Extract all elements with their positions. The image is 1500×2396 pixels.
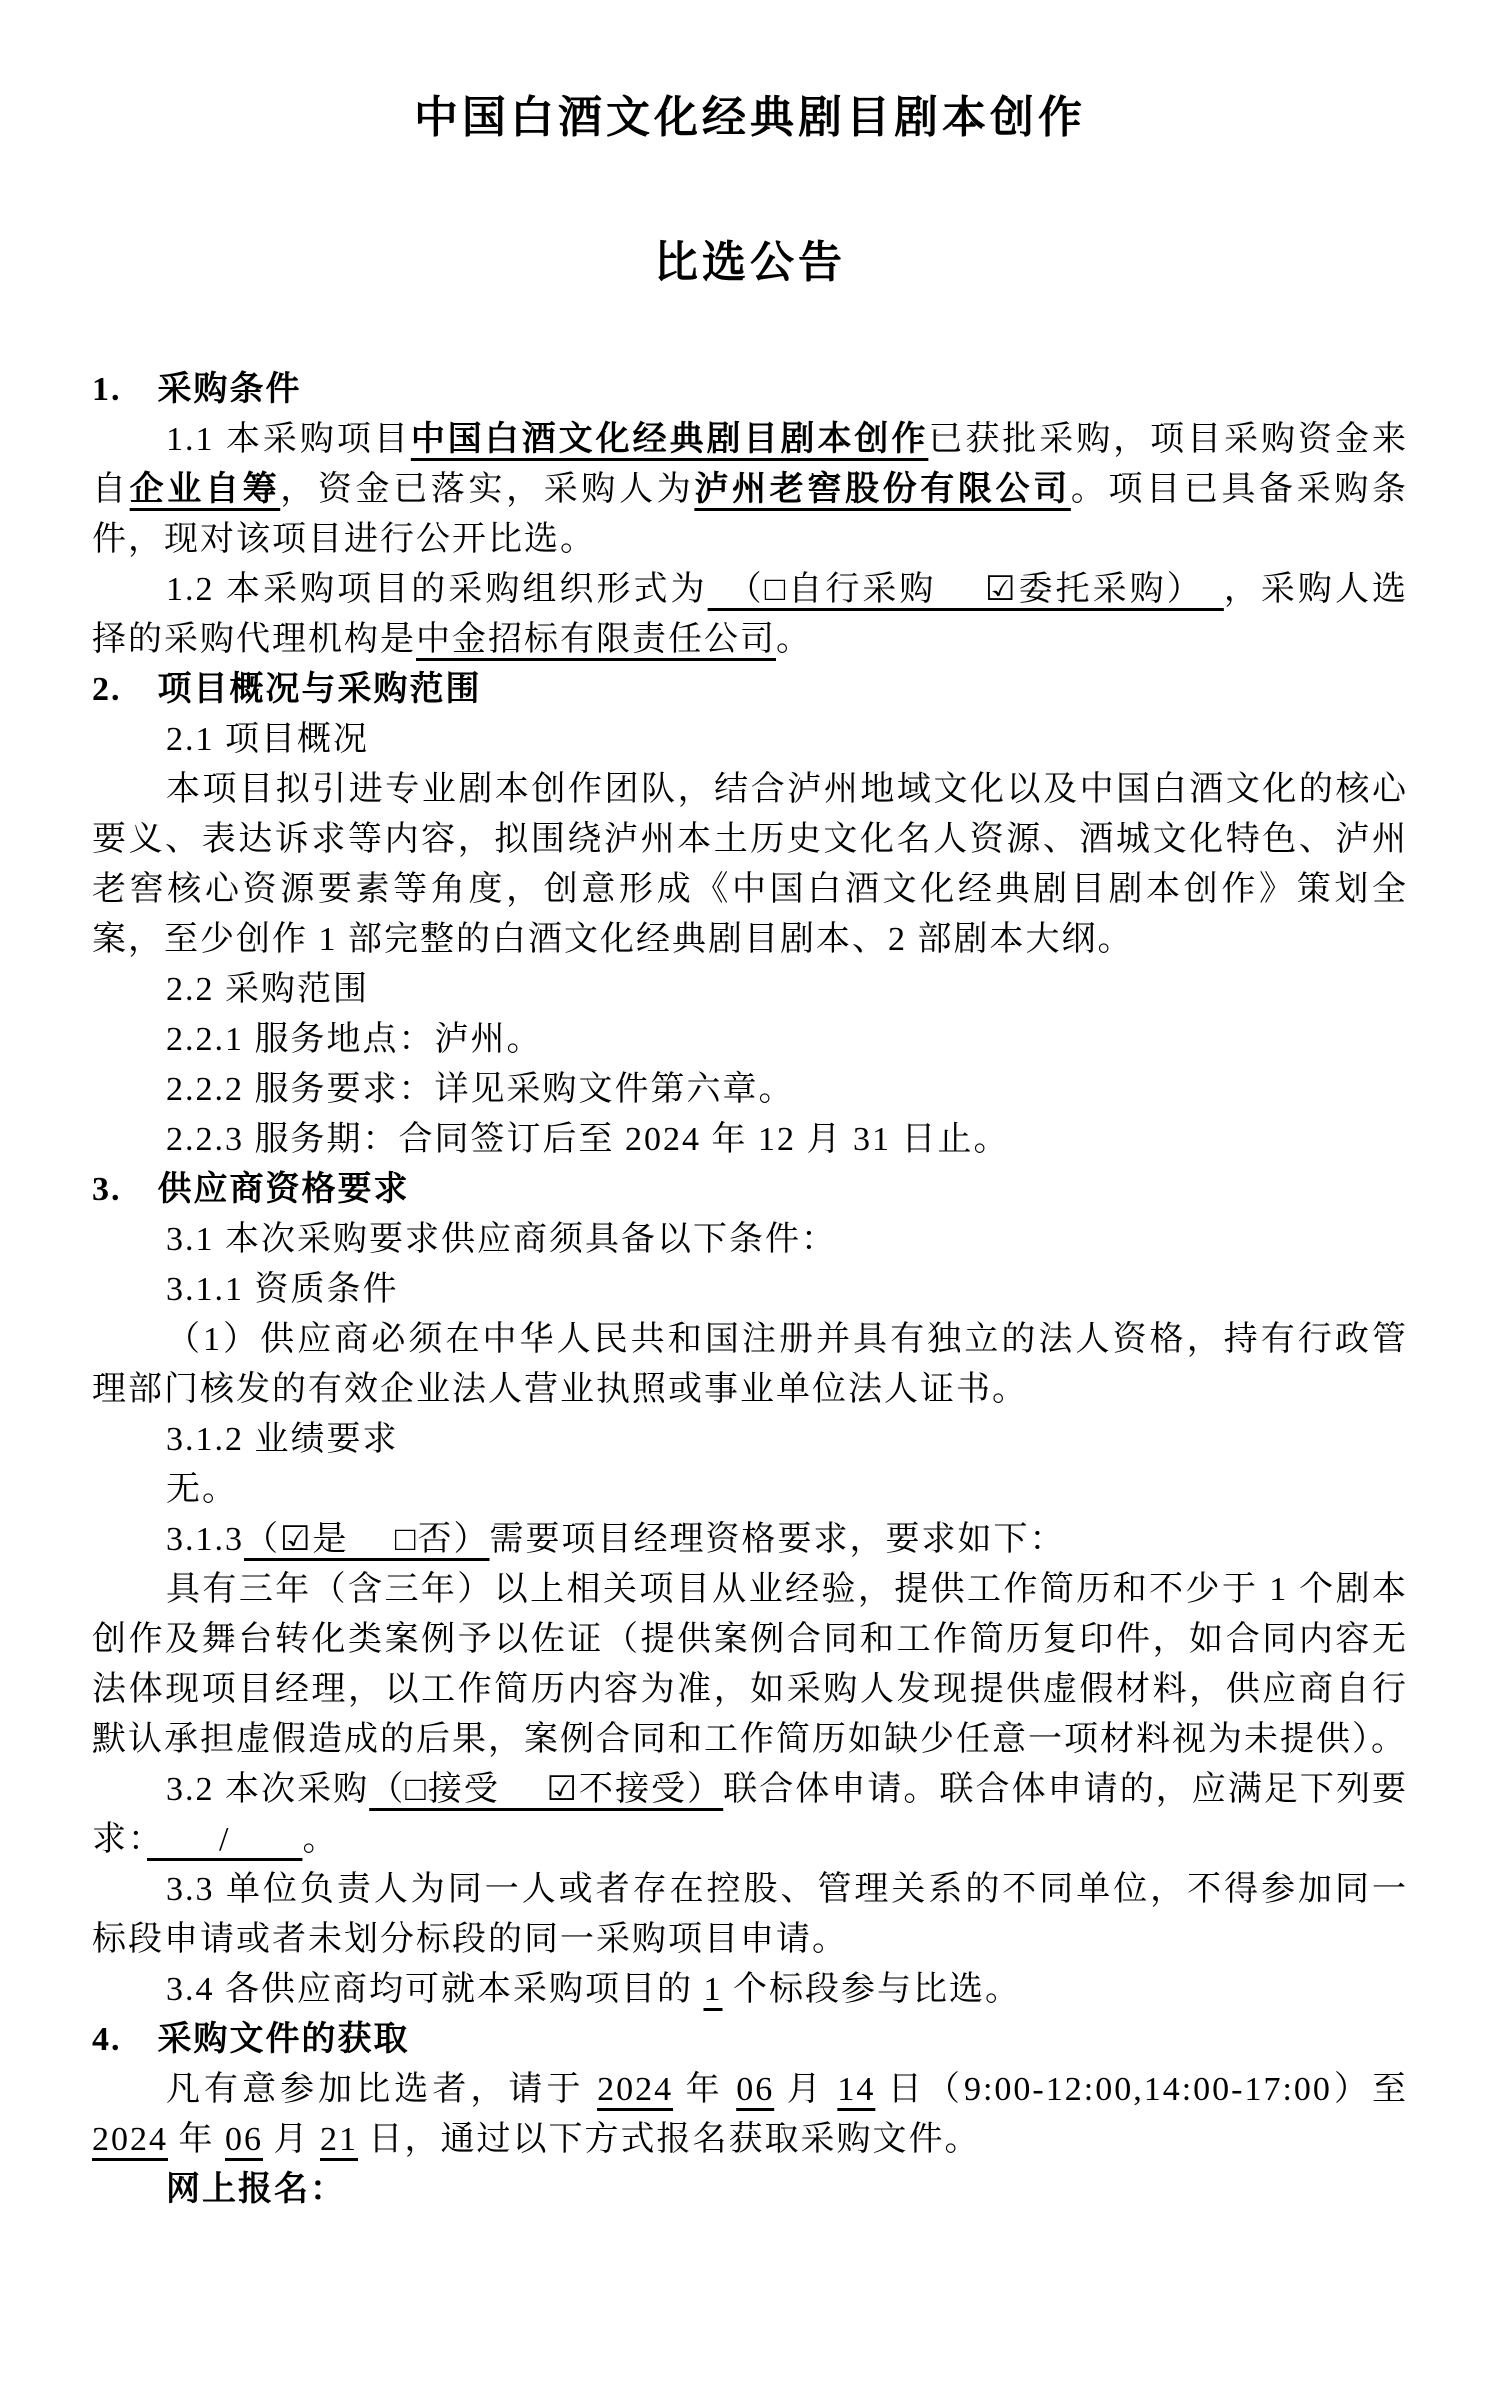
text-run: 1.2 本采购项目的采购组织形式为 bbox=[166, 571, 708, 608]
text-run: 3.1 本次采购要求供应商须具备以下条件： bbox=[166, 1221, 837, 1258]
para-3-1-1-heading bbox=[92, 1265, 1408, 1315]
para-4-body bbox=[92, 2065, 1408, 2165]
text-run: 企业自筹 bbox=[129, 471, 281, 508]
section-heading-4: 4. 采购文件的获取 bbox=[92, 2021, 410, 2058]
text-run: 2024 bbox=[92, 2121, 168, 2158]
para-2-2-2 bbox=[92, 1065, 1408, 1115]
para-3-2 bbox=[92, 1765, 1408, 1865]
para-3-1-2-heading bbox=[92, 1415, 1408, 1465]
text-run: 2.2.2 服务要求：详见采购文件第六章。 bbox=[166, 1071, 795, 1108]
para-2-1-heading bbox=[92, 715, 1408, 765]
text-run: （1）供应商必须在中华人民共和国注册并具有独立的法人资格，持有行政管理部门核发的有效企业法人营业执照或事业单位法人证书。 bbox=[92, 1321, 1408, 1408]
section-heading-2: 2. 项目概况与采购范围 bbox=[92, 671, 482, 708]
text-run: 3.2 本次采购 bbox=[166, 1771, 370, 1808]
text-run: 21 bbox=[320, 2121, 358, 2158]
text-run: 具有三年（含三年）以上相关项目从业经验，提供工作简历和不少于 1 个剧本创作及舞台转化类案例予以佐证（提供案例合同和工作简历复印件，如合同内容无法体现项目经理，以工作简历内容为准，如采购人发现提供虚假材料，供应商自行默认承担虚假造成的后果，案例合同和工作简历如缺少任意一项材料视为未提供）。 bbox=[92, 1571, 1408, 1758]
text-run: 06 bbox=[736, 2071, 775, 2108]
text-run: 年 bbox=[673, 2071, 737, 2108]
para-3-1-3-body bbox=[92, 1565, 1408, 1765]
section-heading-3: 3. 供应商资格要求 bbox=[92, 1171, 410, 1208]
text-run: ，采购人选择的采购代理机构是 bbox=[92, 571, 1409, 658]
text-run: 3.1.2 业绩要求 bbox=[166, 1421, 399, 1458]
text-run: ，资金已落实，采购人为 bbox=[280, 471, 695, 508]
text-run: （□自行采购 ☑委托采购） bbox=[707, 571, 1224, 608]
text-run: 2.1 项目概况 bbox=[166, 721, 369, 758]
para-3-4 bbox=[92, 1965, 1408, 2015]
text-run: 无。 bbox=[166, 1471, 238, 1508]
text-run: 2024 bbox=[597, 2071, 674, 2108]
text-run: 1.1 本采购项目 bbox=[166, 421, 411, 458]
para-2-2-3 bbox=[92, 1115, 1408, 1165]
text-run: 14 bbox=[837, 2071, 876, 2108]
text-run: 日（9:00-12:00,14:00-17:00）至 bbox=[875, 2071, 1409, 2108]
text-run: / bbox=[147, 1821, 303, 1858]
text-run: 网上报名： bbox=[166, 2171, 346, 2208]
para-3-1-2-none bbox=[92, 1465, 1408, 1515]
text-run: 年 bbox=[168, 2121, 225, 2158]
text-run: 1 bbox=[703, 1971, 723, 2008]
para-2-2-heading bbox=[92, 965, 1408, 1015]
text-run: 中金招标有限责任公司 bbox=[416, 621, 776, 658]
section-heading-1: 1. 采购条件 bbox=[92, 371, 302, 408]
para-3-1-1-body bbox=[92, 1315, 1408, 1415]
text-run: 月 bbox=[263, 2121, 320, 2158]
para-online-signup bbox=[92, 2165, 1408, 2215]
document-subtitle: 比选公告 bbox=[654, 238, 846, 287]
text-run: 2.2.1 服务地点：泸州。 bbox=[166, 1021, 543, 1058]
text-run: 3.1.1 资质条件 bbox=[166, 1271, 399, 1308]
text-run: 2.2.3 服务期：合同签订后至 2024 年 12 月 31 日止。 bbox=[166, 1121, 1010, 1158]
text-run: 月 bbox=[774, 2071, 838, 2108]
text-run: 凡有意参加比选者，请于 bbox=[166, 2071, 598, 2108]
document-title: 中国白酒文化经典剧目剧本创作 bbox=[414, 93, 1086, 142]
text-run: 需要项目经理资格要求，要求如下： bbox=[489, 1521, 1066, 1558]
text-run: 。 bbox=[302, 1821, 339, 1858]
text-run: 06 bbox=[225, 2121, 263, 2158]
text-run: 泸州老窖股份有限公司 bbox=[694, 471, 1071, 508]
para-2-1-body bbox=[92, 765, 1408, 965]
text-run: 3.1.3 bbox=[166, 1521, 244, 1558]
text-run: （□接受 ☑不接受） bbox=[369, 1771, 724, 1808]
text-run: （☑是 □否） bbox=[244, 1521, 490, 1558]
text-run: 2.2 采购范围 bbox=[166, 971, 369, 1008]
text-run: 联合体申请。联合体申请的，应满足下列要求： bbox=[92, 1771, 1408, 1858]
text-run: 中国白酒文化经典剧目剧本创作 bbox=[410, 421, 929, 458]
text-run: 日，通过以下方式报名获取采购文件。 bbox=[358, 2121, 981, 2158]
text-run: 本项目拟引进专业剧本创作团队，结合泸州地域文化以及中国白酒文化的核心要义、表达诉求等内容，拟围绕泸州本土历史文化名人资源、酒城文化特色、泸州老窖核心资源要素等角度，创意形成《中国白酒文化经典剧目剧本创作》策划全案，至少创作 1 部完整的白酒文化经典剧目剧本、2 部剧本大纲。 bbox=[92, 771, 1408, 958]
text-run: 。 bbox=[776, 621, 812, 658]
para-2-2-1 bbox=[92, 1015, 1408, 1065]
text-run: 3.4 各供应商均可就本采购项目的 bbox=[166, 1971, 704, 2008]
para-1-1 bbox=[92, 415, 1408, 565]
text-run: 个标段参与比选。 bbox=[722, 1971, 1021, 2008]
para-3-1-3 bbox=[92, 1515, 1408, 1565]
para-3-3 bbox=[92, 1865, 1408, 1965]
para-1-2 bbox=[92, 565, 1408, 665]
para-3-1 bbox=[92, 1215, 1408, 1265]
text-run: 已获批采购，项目采购资金来自 bbox=[92, 421, 1408, 508]
text-run: 3.3 单位负责人为同一人或者存在控股、管理关系的不同单位，不得参加同一标段申请或者未划分标段的同一采购项目申请。 bbox=[92, 1871, 1408, 1958]
text-run: 。项目已具备采购条件，现对该项目进行公开比选。 bbox=[92, 471, 1409, 558]
